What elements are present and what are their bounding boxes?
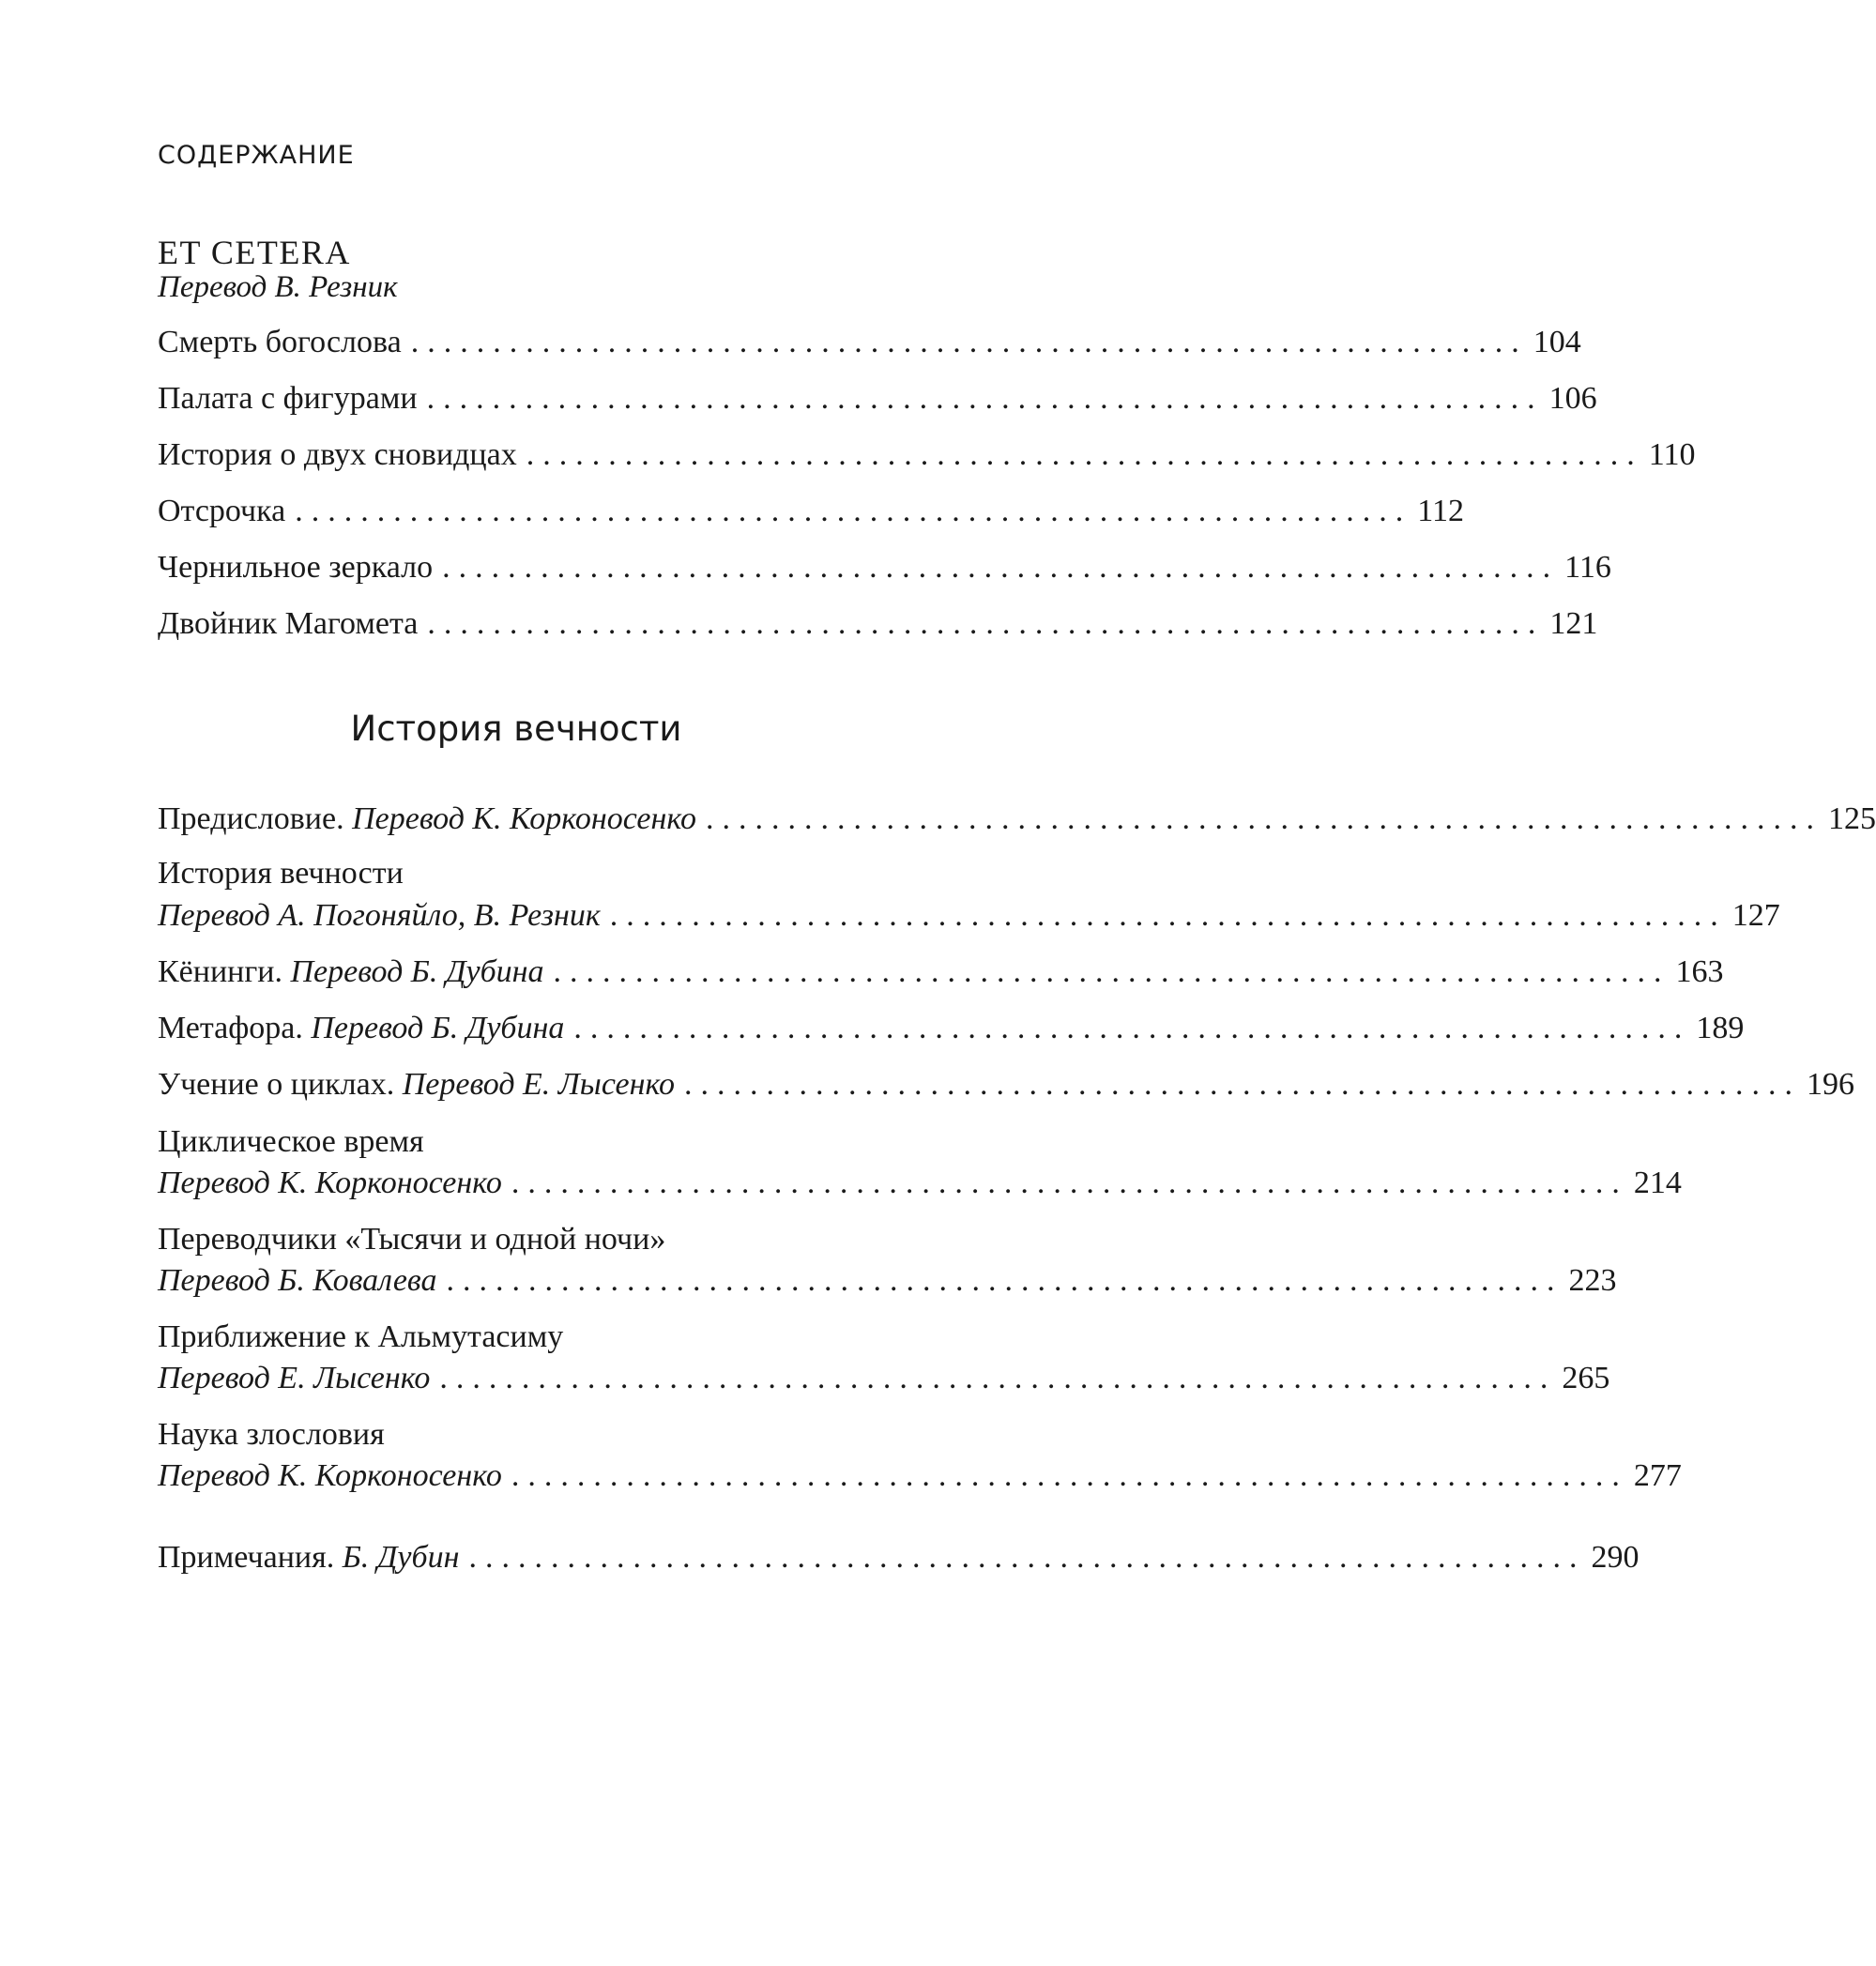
entry-page: 223 — [1568, 1263, 1617, 1298]
dot-leader: .................................................................... — [410, 325, 1528, 359]
entry-title: История вечности — [158, 856, 404, 891]
running-head: СОДЕРЖАНИЕ — [158, 141, 355, 170]
entry-title: История о двух сновидцах — [158, 437, 517, 472]
toc-entry — [158, 606, 1598, 649]
block-translator: Перевод В. Резник — [158, 270, 398, 304]
block-title: ET CETERA — [158, 234, 351, 271]
dot-leader: .................................................................... — [427, 606, 1545, 641]
entry-page: 163 — [1675, 954, 1724, 989]
entry-page: 189 — [1696, 1011, 1745, 1045]
entry-title: Циклическое время — [158, 1124, 424, 1159]
entry-translator: Перевод К. Корконосенко — [158, 1166, 502, 1200]
entry-title: Наука злословия — [158, 1417, 385, 1452]
entry-page: 106 — [1548, 381, 1597, 416]
entry-page: 125 — [1827, 801, 1876, 836]
dot-leader: .................................................................... — [526, 437, 1643, 472]
section-heading: История вечности — [350, 709, 682, 749]
toc-entry — [158, 381, 1597, 424]
entry-title: Смерть богослова — [158, 325, 402, 359]
entry-title: Предисловие. — [158, 801, 344, 836]
entry-title: Двойник Магомета — [158, 606, 419, 641]
dot-leader: .................................................................... — [609, 898, 1727, 933]
dot-leader: .................................................................... — [468, 1540, 1586, 1575]
entry-page: 116 — [1564, 550, 1611, 585]
toc-entry — [158, 1458, 1682, 1501]
entry-page: 121 — [1549, 606, 1598, 641]
entry-title: Примечания. — [158, 1540, 335, 1575]
toc-entry — [158, 1361, 1610, 1404]
toc-entry — [158, 1067, 1855, 1110]
toc-entry — [158, 954, 1724, 998]
toc-entry — [158, 437, 1696, 480]
toc-entry — [158, 1263, 1617, 1306]
entry-title: Чернильное зеркало — [158, 550, 434, 585]
entry-author: Б. Дубин — [342, 1540, 460, 1575]
entry-translator: Перевод Е. Лысенко — [402, 1067, 676, 1102]
toc-entry — [158, 494, 1464, 537]
dot-leader: .................................................................... — [446, 1263, 1563, 1298]
entry-title: Отсрочка — [158, 494, 286, 528]
toc-entry — [158, 325, 1581, 368]
entry-page: 265 — [1562, 1361, 1610, 1395]
toc-entry — [158, 801, 1876, 845]
entry-title: Приближение к Альмутасиму — [158, 1319, 564, 1354]
toc-entry — [158, 1011, 1745, 1054]
entry-page: 277 — [1633, 1458, 1682, 1493]
entry-title: Переводчики «Тысячи и одной ночи» — [158, 1222, 666, 1257]
entry-title: Кёнинги. — [158, 954, 282, 989]
dot-leader: .................................................................... — [553, 954, 1670, 989]
entry-page: 112 — [1417, 494, 1464, 528]
entry-translator: Перевод Е. Лысенко — [158, 1361, 431, 1395]
dot-leader: .................................................................... — [573, 1011, 1691, 1045]
entry-title: Учение о циклах. — [158, 1067, 395, 1102]
dot-leader: .................................................................... — [511, 1166, 1628, 1200]
dot-leader: .................................................................... — [426, 381, 1544, 416]
entry-translator: Перевод Б. Дубина — [290, 954, 544, 989]
entry-page: 290 — [1591, 1540, 1640, 1575]
dot-leader: .................................................................... — [442, 550, 1560, 585]
toc-entry — [158, 1166, 1682, 1209]
toc-entry — [158, 550, 1611, 593]
entry-translator: Перевод К. Корконосенко — [352, 801, 696, 836]
dot-leader: .................................................................... — [439, 1361, 1557, 1395]
entry-translator: Перевод А. Погоняйло, В. Резник — [158, 898, 601, 933]
entry-page: 110 — [1648, 437, 1696, 472]
entry-translator: Перевод Б. Ковалева — [158, 1263, 437, 1298]
entry-page: 127 — [1731, 898, 1780, 933]
toc-entry — [158, 898, 1780, 941]
dot-leader: .................................................................... — [684, 1067, 1802, 1102]
entry-page: 196 — [1807, 1067, 1855, 1102]
entry-translator: Перевод К. Корконосенко — [158, 1458, 502, 1493]
dot-leader: .................................................................... — [705, 801, 1823, 836]
entry-page: 214 — [1633, 1166, 1682, 1200]
entry-title: Палата с фигурами — [158, 381, 418, 416]
entry-page: 104 — [1533, 325, 1581, 359]
dot-leader: .................................................................... — [511, 1458, 1628, 1493]
dot-leader: .................................................................... — [295, 494, 1412, 528]
entry-translator: Перевод Б. Дубина — [311, 1011, 565, 1045]
toc-entry-notes — [158, 1540, 1640, 1583]
entry-title: Метафора. — [158, 1011, 303, 1045]
